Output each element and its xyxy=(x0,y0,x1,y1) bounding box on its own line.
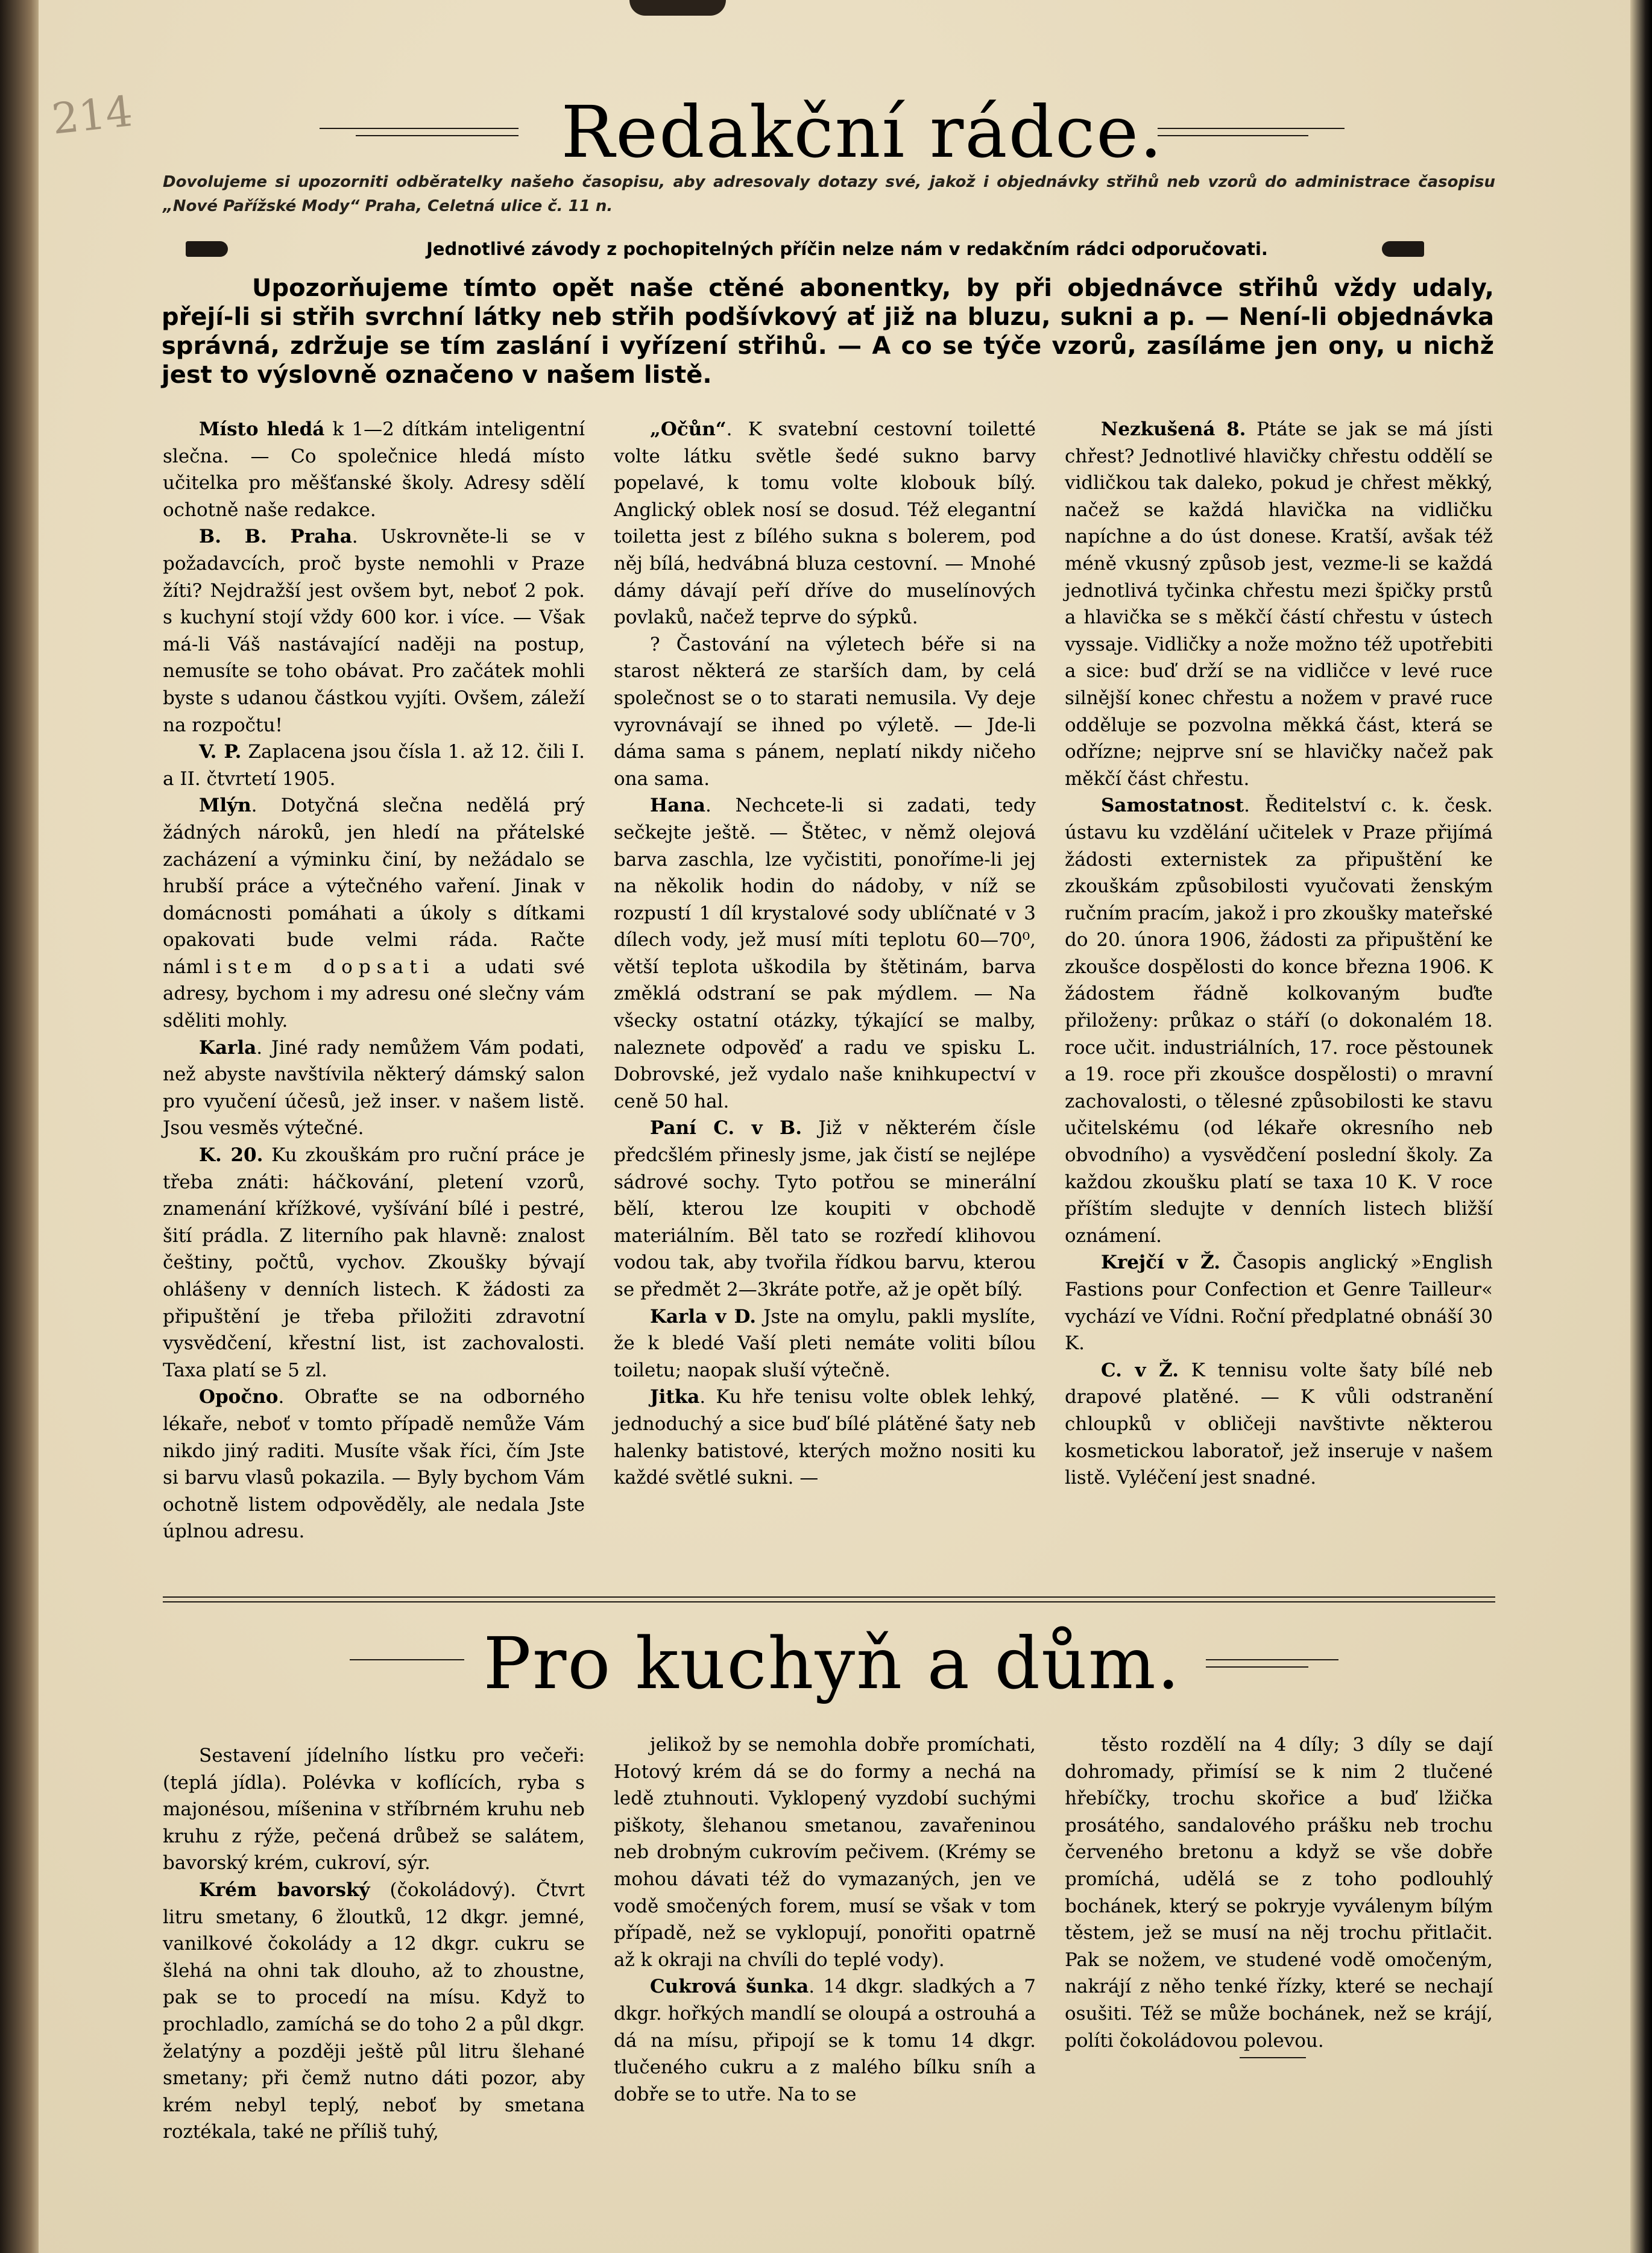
section-title-redakcni-radce: Redakční rádce. xyxy=(561,90,1164,174)
entry-heading: K. 20. xyxy=(199,1144,263,1167)
entry-text: těsto rozdělí na 4 díly; 3 díly se dají dohromady, přimísí se k nim 2 tlučené hřebíčky, trochu skořice a buď lžička prosátého, sandalového prášku neb trochu červeného bretonu a když se vše dobře promíchá, udělá se z toho podlouhlý bochánek, který se pokryje vyválenym bílým těstem, jež se musí na něj trochu přitlačit. Pak se nožem, ve studené vodě omočeným, nakrájí z něho tenké řízky, které se nechají osušiti. Též se může bochánek, než se krájí, políti čokoládovou polevou. xyxy=(1065,1734,1493,2052)
section-title-pro-kuchyn: Pro kuchyň a dům. xyxy=(483,1622,1181,1705)
end-mark xyxy=(1240,2057,1306,2058)
intro-text: Dovolujeme si upozorniti odběratelky našeho časopisu, aby adresovaly dotazy své, jakož i objednávky střihů neb vzorů do administrace časopisu „Nové Pařížské Mody“ Praha, Celetná ulice č. 11 n. xyxy=(163,173,1495,215)
entry-heading: Jitka xyxy=(650,1386,700,1408)
article-entry xyxy=(1065,1732,1493,2054)
kitchen-column-3 xyxy=(1065,1732,1493,2054)
kitchen-column-2 xyxy=(614,1732,1036,2108)
article-entry xyxy=(163,792,585,1034)
section-divider-2 xyxy=(163,1601,1495,1602)
title-rule-right xyxy=(1158,128,1345,129)
article-entry xyxy=(614,1115,1036,1303)
article-entry xyxy=(1065,1249,1493,1357)
page-number: 214 xyxy=(49,86,135,144)
article-entry xyxy=(1065,416,1493,792)
pointing-hand-icon xyxy=(186,241,228,257)
article-entry xyxy=(163,1035,585,1142)
entry-text: Časopis anglický »English Fastions pour Confection et Genre Tailleur« vychází ve Vídni. Roční předplatné obnáší 30 K. xyxy=(1065,1252,1493,1355)
entry-heading: C. v Ž. xyxy=(1101,1359,1179,1381)
entry-text: . Ředitelství c. k. česk. ústavu ku vzdělání učitelek v Praze přijímá žádosti externistek za připuštění ke zkouškám způsobilosti vyučovati ženským ručním pracím, jakož i pro zkoušky mateřské do 20. února 1906, žádosti za připuštění ke zkoušce dospělosti do konce března 1906. K žádostem řádně kolkovaným buďte přiloženy: průkaz o stáří (o dokonalém 18. roce učit. industriálních, 17. roce pěstounek a 19. roce při zkoušce dospělosti) o mravní zachovalosti, o tělesné způsobilosti ke stavu učitelskému (od lékaře okresního neb obvodního) a vysvědčení poslední školy. Za každou zkoušku platí se taxa 10 K. V roce příštím sledujte v denních listech bližší oznámení. xyxy=(1065,795,1493,1247)
title2-rule-right xyxy=(1206,1659,1338,1660)
entry-heading: Mlýn xyxy=(199,795,251,817)
entry-heading: V. P. xyxy=(199,741,242,763)
column-2 xyxy=(614,416,1036,1492)
entry-text: jelikož by se nemohla dobře promíchati, Hotový krém dá se do formy a nechá na ledě ztuhnouti. Vyklopený vyzdobí suchými piškoty, šlehanou smetanou, zavařeninou neb drobným cukrovím pečivem. (Krémy se mohou dávati též do vymazaných, jen ve vodě smočených forem, musí se však v tom případě, než se vyklopují, ponořiti opatrně až k okraji na chvíli do teplé vody). xyxy=(614,1734,1036,1971)
entry-text: k 1—2 dítkám inteligentní slečna. — Co společnice hledá místo učitelka pro měšťanské školy. Adresy sdělí ochotně naše redakce. xyxy=(163,418,585,521)
article-entry xyxy=(163,523,585,739)
entry-heading: Nezkušená 8. xyxy=(1101,418,1246,440)
entry-text: Již v některém čísle předcšlém přinesly jsme, jak čistí se nejlépe sádrové sochy. Tyto potřou se minerální bělí, kterou lze koupiti v obchodě materiálním. Běl tato se rozředí klihovou vodou tak, aby tvořila řídkou barvu, kterou se předmět 2—3kráte potře, až je opět bílý. xyxy=(614,1117,1036,1300)
notice-text: Jednotlivé závody z pochopitelných příčin nelze nám v redakčním rádci odporučovati. xyxy=(426,239,1268,259)
entry-text: Ku zkouškám pro ruční práce je třeba znáti: háčkování, pletení vzorů, znamenání křížkové, vyšívání bílé i pestré, šití prádla. Z literního pak hlavně: znalost češtiny, počtů, vychov. Zkoušky bývají ohlášeny v denních listech. K žádosti za připuštění je třeba přiložiti zdravotní vysvědčení, křestní list, ist zachovalosti. Taxa platí se 5 zl. xyxy=(163,1144,585,1381)
section-divider xyxy=(163,1596,1495,1598)
title-rule-left-2 xyxy=(356,135,519,136)
entry-text: . Uskrovněte-li se v požadavcích, proč byste nemohli v Praze žíti? Nejdražší jest ovšem byt, neboť 2 pok. s kuchyní stojí vždy 600 kor. i více. — Však má-li Váš nastávající naději na postup, nemusíte se toho obávat. Pro začátek mohli byste s udanou částkou vyjíti. Ovšem, záleží na rozpočtu! xyxy=(163,526,585,736)
article-entry xyxy=(614,416,1036,631)
page-edge-shadow xyxy=(1630,0,1652,2253)
entry-text: ? Častování na výletech béře si na starost některá ze starších dam, by celá společnost se o to starati nemusila. Vy deje vyrovnávají se ihned po výletě. — Jde-li dáma sama s pánem, neplatí nikdy ničeho ona sama. xyxy=(614,633,1036,790)
binding-notch xyxy=(629,0,726,16)
entry-text: . Dotyčná slečna nedělá prý žádných nároků, jen hledí na přátelské zacházení a výminku činí, by nežádalo se hrubší práce a výtečného vaření. Jinak v domácnosti pomáhati a úkoly s dítkami opakovati bude velmi ráda. Račte nám xyxy=(163,795,585,978)
entry-heading: Opočno xyxy=(199,1386,279,1408)
entry-heading: B. B. Praha xyxy=(199,526,352,548)
article-entry xyxy=(163,1384,585,1545)
entry-text: . Obraťte se na odborného lékaře, neboť v tomto případě nemůže Vám nikdo jiný raditi. Musíte však říci, čím Jste si barvu vlasů pokazila. — Byly bychom Vám ochotně listem odpověděly, ale nedala Jste úplnou adresu. xyxy=(163,1386,585,1543)
article-entry xyxy=(163,416,585,523)
announcement xyxy=(162,274,1494,389)
entry-heading: Karla xyxy=(199,1036,257,1059)
book-spine xyxy=(0,0,39,2253)
title2-rule-right-2 xyxy=(1206,1666,1308,1668)
announcement-text: Upozorňujeme tímto opět naše ctěné abonentky, by při objednávce střihů vždy udaly, přejí-li si střih svrchní látky neb střih podšívkový ať již na bluzu, sukni a p. — Není-li objednávka správná, zdržuje se tím zaslání i vyřízení střihů. — A co se týče vzorů, zasíláme jen ony, u nichž jest to výslovně označeno v našem listě. xyxy=(162,274,1494,389)
title-rule-left xyxy=(320,128,519,129)
article-entry xyxy=(614,1384,1036,1491)
entry-heading: Cukrová šunka xyxy=(650,1976,809,1998)
article-entry xyxy=(614,792,1036,1115)
entry-heading: Samostatnost xyxy=(1101,795,1244,817)
article-entry xyxy=(1065,792,1493,1249)
kitchen-column-1 xyxy=(163,1742,585,2146)
entry-text: Ptáte se jak se má jísti chřest? Jednotlivé hlavičky chřestu oddělí se vidličkou tak daleko, pokud je chřest měkký, načež se každá hlavička na vidličku napíchne a do úst donese. Kratší, avšak též méně vkusný způsob jest, vezme-li se každá jednotlivá tyčinka chřestu mezi špičky prstů a hlavička se s měkčí částí chřestu v ústech vyssaje. Vidličky a nože možno též upotřebiti a sice: buď drží se na vidličce v levé ruce silnější konec chřestu a nožem v pravé ruce odděluje se pozvolna měkká část, která se odřízne; nejprve sní se hlavičky načež pak měkčí část chřestu. xyxy=(1065,418,1493,790)
article-entry xyxy=(163,1142,585,1384)
entry-heading: Karla v D. xyxy=(650,1305,757,1328)
entry-text: a udati své adresy, bychom i my adresu oné slečny vám sděliti mohly. xyxy=(163,956,585,1032)
title2-rule-left xyxy=(350,1659,464,1660)
article-entry xyxy=(614,1732,1036,1973)
article-entry xyxy=(614,631,1036,793)
entry-text-spaced: listem dopsati xyxy=(203,956,435,978)
entry-heading: Krejčí v Ž. xyxy=(1101,1252,1221,1274)
article-entry xyxy=(614,1973,1036,2108)
entry-text: Zaplacena jsou čísla 1. až 12. čili I. a II. čtvrtetí 1905. xyxy=(163,741,585,790)
entry-text: . Nechcete-li si zadati, tedy sečkejte ještě. — Štětec, v němž olejová barva zaschla, lze vyčistiti, ponoříme-li jej na několik hodin do nádoby, v níž se rozpustí 1 díl krystalové sody ublíčnaté v 3 dílech vody, jež musí míti teplotu 60—70⁰, větší teplota uškodila by štětinám, barva změklá odstraní se pak mýdlem. — Na všecky ostatní otázky, týkající se malby, naleznete odpověď a radu ve spisku L. Dobrovské, jež vydalo naše knihkupectví v ceně 50 hal. xyxy=(614,795,1036,1112)
article-entry xyxy=(614,1303,1036,1384)
article-entry xyxy=(163,739,585,792)
entry-heading: Paní C. v B. xyxy=(650,1117,802,1139)
article-entry xyxy=(1065,1357,1493,1492)
entry-heading: Hana xyxy=(650,795,706,817)
article-entry xyxy=(163,1742,585,1877)
pointing-hand-icon-right xyxy=(1382,241,1424,257)
entry-text: . Jiné rady nemůžem Vám podati, než abyste navštívila některý dámský salon pro vyučení účesů, jež inser. v našem listě. Jsou vesměs výtečné. xyxy=(163,1036,585,1139)
entry-text: Jste na omylu, pakli myslíte, že k bledé Vaší pleti nemáte voliti bílou toiletu; naopak sluší výtečně. xyxy=(614,1305,1036,1381)
entry-heading: Krém bavorský xyxy=(199,1879,370,1901)
column-1 xyxy=(163,416,585,1545)
entry-heading: Místo hledá xyxy=(199,418,325,440)
entry-text: . Ku hře tenisu volte oblek lehký, jednoduchý a sice buď bílé plátěné šaty neb halenky batistové, kterých možno nositi ku každé světlé sukni. — xyxy=(614,1386,1036,1489)
article-entry xyxy=(163,1877,585,2146)
entry-text: . K svatební cestovní toiletté volte látku světle šedé sukno barvy popelavé, k tomu volte klobouk bílý. Anglický oblek nosí se dosud. Též elegantní toiletta jest z bílého sukna s bolerem, pod něj bílá, hedvábná bluza cestovní. — Mnohé dámy dávají peří dříve do muselínových povlaků, načež teprve do sýpků. xyxy=(614,418,1036,629)
column-3 xyxy=(1065,416,1493,1492)
entry-heading: „Očůn“ xyxy=(650,418,727,440)
entry-text: Sestavení jídelního lístku pro večeři: (teplá jídla). Polévka v koflících, ryba s majonésou, míšenina v stříbrném kruhu neb kruhu z rýže, pečená drůbež se salátem, bavorský krém, cukroví, sýr. xyxy=(163,1745,585,1874)
entry-text: (čokoládový). Čtvrt litru smetany, 6 žloutků, 12 dkgr. jemné, vanilkové čokolády a 12 dkgr. cukru se šlehá na ohni tak dlouho, až to zhoustne, pak se to procedí na mísu. Když to prochladlo, zamíchá se do toho 2 a půl dkgr. želatýny a později ještě půl litru šlehané smetany; při čemž nutno dáti pozor, aby krém nebyl teplý, neboť by smetana roztékala, také ne příliš tuhý, xyxy=(163,1879,585,2143)
entry-text: K tennisu volte šaty bílé neb drapové platěné. — K vůli odstranění chloupků v obličeji navštivte některou kosmetickou laboratoř, jež inseruje v našem listě. Vyléčení jest snadné. xyxy=(1065,1359,1493,1489)
entry-text: . 14 dkgr. sladkých a 7 dkgr. hořkých mandlí se oloupá a ostrouhá a dá na mísu, připojí se k tomu 14 dkgr. tlučeného cukru a z malého bílku sníh a dobře se to utře. Na to se xyxy=(614,1976,1036,2105)
